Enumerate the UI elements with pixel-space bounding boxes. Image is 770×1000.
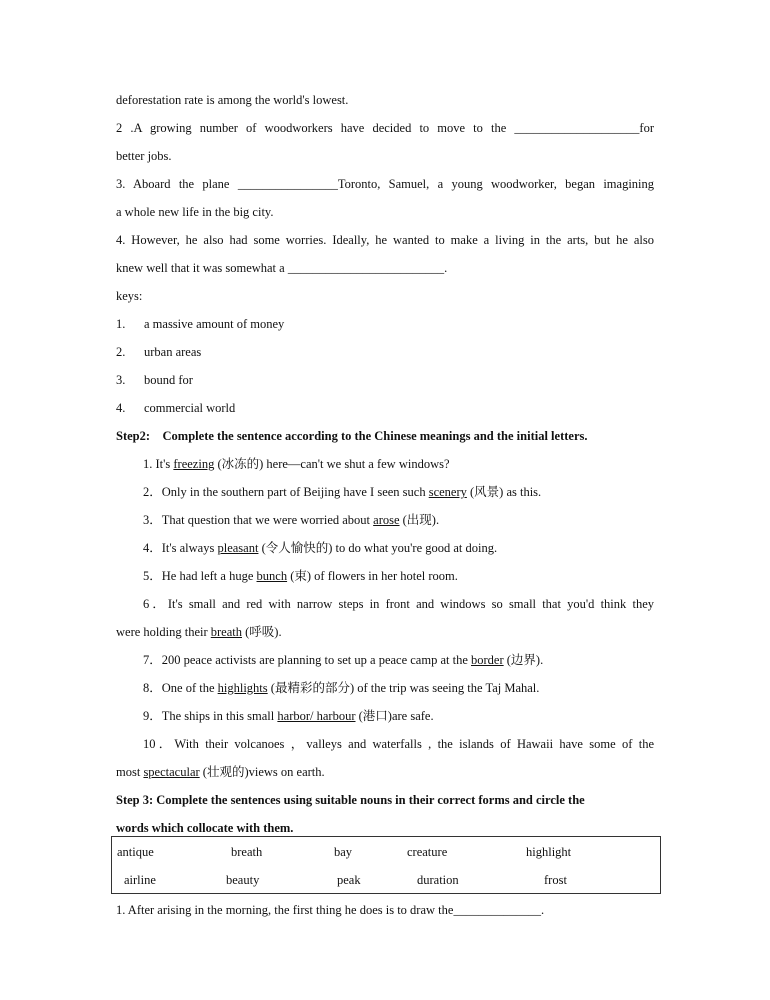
key-item — [116, 372, 654, 388]
word-box-item: antique — [117, 845, 154, 859]
question-text: (最精彩的部分) of the trip was seeing the Taj Mahal. — [267, 681, 540, 695]
word-box-item: beauty — [226, 873, 260, 887]
question-text: (呼吸). — [242, 625, 282, 639]
sentence-3-rest: Toronto, Samuel, a young woodworker, began imagining — [337, 177, 655, 191]
answer-word: arose — [373, 513, 400, 527]
answer-word: bunch — [256, 569, 288, 583]
step2-question-9 — [116, 708, 654, 724]
keys-heading: keys: — [116, 289, 143, 303]
question-text: (壮观的)views on earth. — [199, 765, 325, 779]
word-box-item: duration — [417, 873, 459, 887]
word-box-item: creature — [407, 845, 448, 859]
step2-question-3 — [116, 512, 654, 528]
step3-question-1: 1. After arising in the morning, the first thing he does is to draw the______________. — [116, 903, 545, 917]
step3-heading-line-2: words which collocate with them. — [116, 821, 294, 835]
blank-4: _________________________ — [287, 261, 445, 275]
question-text: (风景) as this. — [466, 485, 542, 499]
key-text: urban areas — [144, 345, 202, 359]
blank-3: ________________ — [237, 177, 338, 191]
question-text: most — [116, 765, 144, 779]
sentence-3-line-2: a whole new life in the big city. — [116, 205, 274, 219]
key-number: 3. — [116, 373, 126, 387]
step2-question-1 — [116, 456, 654, 472]
step2-question-6-line-1: 6．It's small and red with narrow steps in front and windows so small that you'd think they — [143, 597, 654, 611]
sentence-2-line-1 — [116, 120, 654, 136]
key-number: 4. — [116, 401, 126, 415]
word-box-item: breath — [231, 845, 263, 859]
question-text: (冰冻的) here—can't we shut a few windows? — [214, 457, 450, 471]
question-text: 8．One of the — [143, 681, 218, 695]
step3-heading-line-1: Step 3: Complete the sentences using suitable nouns in their correct forms and circle the — [116, 793, 585, 807]
question-text: 1. It's — [143, 457, 174, 471]
key-item — [116, 316, 654, 332]
question-text: (边界). — [503, 653, 544, 667]
key-text: bound for — [144, 373, 193, 387]
question-text: 5．He had left a huge — [143, 569, 257, 583]
answer-word: scenery — [428, 485, 467, 499]
question-text: 4．It's always — [143, 541, 218, 555]
step2-question-10-line-1: 10．With their volcanoes ，valleys and waterfalls , the islands of Hawaii have some of the — [143, 737, 654, 751]
question-text: 7．200 peace activists are planning to set up a peace camp at the — [143, 653, 471, 667]
sentence-2-line-2: better jobs. — [116, 149, 172, 163]
question-text: 9．The ships in this small — [143, 709, 278, 723]
answer-word: border — [471, 653, 504, 667]
step2-question-2 — [116, 484, 654, 500]
answer-word: breath — [210, 625, 242, 639]
sentence-4-text: knew well that it was somewhat a — [116, 261, 285, 275]
word-box-item: bay — [334, 845, 353, 859]
answer-word: pleasant — [217, 541, 259, 555]
step2-question-5 — [116, 568, 654, 584]
word-box-item: frost — [544, 873, 567, 887]
question-text: (出现). — [399, 513, 440, 527]
question-text: were holding their — [116, 625, 211, 639]
key-number: 2. — [116, 345, 126, 359]
answer-word: highlights — [217, 681, 268, 695]
question-text: (束) of flowers in her hotel room. — [287, 569, 458, 583]
answer-word: freezing — [173, 457, 215, 471]
key-text: commercial world — [144, 401, 236, 415]
word-box — [111, 836, 661, 894]
key-item — [116, 344, 654, 360]
key-number: 1. — [116, 317, 126, 331]
key-item — [116, 400, 654, 416]
sentence-4-line-1: 4. However, he also had some worries. Ideally, he wanted to make a living in the arts, but he also — [116, 233, 654, 247]
word-box-item: airline — [124, 873, 156, 887]
answer-word: spectacular — [143, 765, 200, 779]
question-text: 2．Only in the southern part of Beijing have I seen such — [143, 485, 429, 499]
question-text: (令人愉快的) to do what you're good at doing. — [258, 541, 498, 555]
sentence-2-for: for — [639, 121, 654, 135]
sentence-1-end: deforestation rate is among the world's lowest. — [116, 93, 349, 107]
step2-question-6-line-2 — [116, 624, 654, 640]
step2-question-10-line-2 — [116, 764, 654, 780]
sentence-4-period: . — [444, 261, 448, 275]
key-text: a massive amount of money — [144, 317, 285, 331]
question-text: 3．That question that we were worried about — [143, 513, 374, 527]
sentence-4-line-2 — [116, 260, 654, 276]
word-box-item: highlight — [526, 845, 572, 859]
step2-question-8 — [116, 680, 654, 696]
sentence-3-line-1 — [116, 176, 654, 192]
word-box-item: peak — [337, 873, 361, 887]
step2-question-7 — [116, 652, 654, 668]
step2-question-4 — [116, 540, 654, 556]
sentence-2-text: 2 .A growing number of woodworkers have decided to move to the — [116, 121, 507, 135]
step2-heading: Step2: Complete the sentence according to the Chinese meanings and the initial letters. — [116, 429, 588, 443]
question-text: (港口)are safe. — [355, 709, 434, 723]
blank-2: ____________________ — [514, 121, 640, 135]
sentence-3-text: 3. Aboard the plane — [116, 177, 230, 191]
answer-word: harbor/ harbour — [277, 709, 356, 723]
